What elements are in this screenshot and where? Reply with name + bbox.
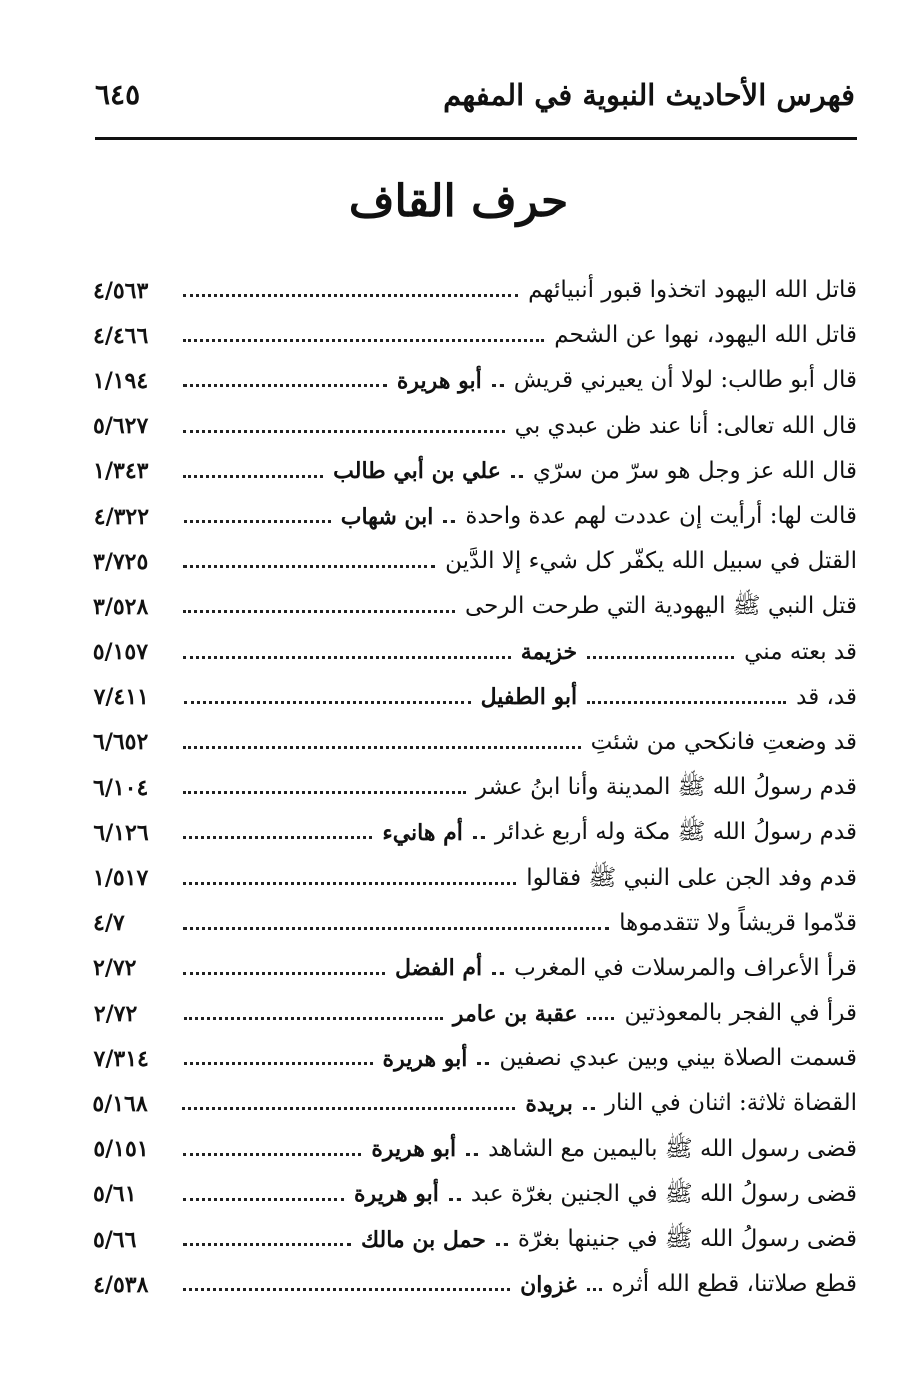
- dot-leader: [183, 339, 544, 342]
- hadith-text: قسمت الصلاة بيني وبين عبدي نصفين: [499, 1045, 857, 1072]
- index-entry: [93, 1262, 857, 1307]
- dot-leader: [466, 1153, 478, 1156]
- volume-page-reference: ٦/٦٥٢: [93, 729, 149, 756]
- hadith-text: قالت لها: أرأيت إن عددت لهم عدة واحدة: [465, 503, 857, 530]
- dot-leader: [182, 1107, 515, 1110]
- dot-leader: [443, 520, 455, 523]
- hadith-text: قدّموا قريشاً ولا تتقدموها: [619, 909, 857, 936]
- hadith-text: قاتل الله اليهود، نهوا عن الشحم: [554, 322, 857, 349]
- dot-leader: [183, 882, 516, 885]
- header-rule: [95, 137, 857, 140]
- narrator-name: أم هانيء: [382, 819, 463, 846]
- dot-leader: [183, 384, 387, 387]
- hadith-text: قدم وفد الجن على النبي ﷺ فقالوا: [526, 864, 857, 891]
- hadith-text: قد، قد: [796, 683, 857, 710]
- narrator-name: أبو هريرة: [382, 1045, 468, 1072]
- volume-page-reference: ٥/١٥٧: [92, 639, 149, 666]
- hadith-text: قتل النبي ﷺ اليهودية التي طرحت الرحى: [464, 593, 857, 620]
- volume-page-reference: ٤/٤٦٦: [93, 322, 149, 349]
- volume-page-reference: ٤/٥٣٨: [93, 1271, 149, 1298]
- volume-page-reference: ٥/١٥١: [93, 1136, 149, 1163]
- volume-page-reference: ٣/٥٢٨: [93, 593, 149, 620]
- hadith-text: قد وضعتِ فانكحي من شئتِ: [590, 728, 857, 755]
- dot-leader: [492, 384, 504, 387]
- volume-page-reference: ٢/٧٢: [93, 1000, 138, 1027]
- volume-page-reference: ٧/٤١١: [93, 684, 149, 711]
- dot-leader: [183, 791, 466, 794]
- running-header-title: فهرس الأحاديث النبوية في المفهم: [443, 78, 855, 112]
- index-entry: [93, 946, 857, 991]
- page-number: ٦٤٥: [95, 78, 141, 111]
- dot-leader: [183, 656, 511, 659]
- index-entry: [93, 1036, 857, 1081]
- hadith-text: قد بعته مني: [744, 638, 857, 665]
- dot-leader: [183, 836, 372, 839]
- dot-leader: [183, 1243, 351, 1246]
- narrator-name: أبو هريرة: [354, 1181, 439, 1208]
- narrator-name: أم الفضل: [395, 955, 483, 982]
- hadith-text: قدم رسولُ الله ﷺ مكة وله أربع غدائر: [494, 819, 857, 846]
- volume-page-reference: ١/٥١٧: [93, 865, 149, 892]
- dot-leader: [184, 1062, 373, 1065]
- volume-page-reference: ٦/١٢٦: [93, 819, 149, 846]
- dot-leader: [587, 1017, 614, 1020]
- volume-page-reference: ٧/٣١٤: [93, 1045, 149, 1072]
- index-entry: [93, 268, 857, 313]
- dot-leader: [184, 701, 471, 704]
- narrator-name: علي بن أبي طالب: [333, 458, 501, 485]
- narrator-name: خزيمة: [520, 639, 578, 666]
- index-entry: [93, 1172, 857, 1217]
- dot-leader: [183, 927, 609, 930]
- hadith-text: القتل في سبيل الله يكفّر كل شيء إلا الدَّين: [445, 548, 857, 575]
- hadith-text: قطع صلاتنا، قطع الله أثره: [611, 1271, 857, 1298]
- dot-leader: [511, 475, 523, 478]
- index-entry: [93, 991, 857, 1036]
- dot-leader: [449, 1198, 461, 1201]
- narrator-name: بريدة: [525, 1090, 573, 1117]
- index-entry: [93, 1127, 857, 1172]
- index-entry: [93, 765, 857, 810]
- dot-leader: [183, 746, 581, 749]
- volume-page-reference: ٥/٦٦: [92, 1226, 137, 1253]
- running-header: [95, 78, 855, 130]
- hadith-text: قاتل الله اليهود اتخذوا قبور أنبيائهم: [528, 277, 857, 304]
- index-entry: [93, 855, 857, 900]
- narrator-name: ابن شهاب: [340, 503, 434, 530]
- volume-page-reference: ٣/٧٢٥: [93, 548, 149, 575]
- volume-page-reference: ٦/١٠٤: [93, 774, 149, 801]
- dot-leader: [183, 294, 518, 297]
- dot-leader: [184, 520, 331, 523]
- dot-leader: [183, 1288, 510, 1291]
- hadith-index-list: [93, 268, 857, 1307]
- index-entry: [93, 630, 857, 675]
- index-entry: [93, 313, 857, 358]
- dot-leader: [183, 972, 385, 975]
- volume-page-reference: ٥/٦١: [93, 1181, 137, 1208]
- volume-page-reference: ٤/٧: [93, 910, 125, 937]
- index-entry: [93, 449, 857, 494]
- hadith-text: قضى رسولُ الله ﷺ في الجنين بغرّة عبد: [470, 1180, 857, 1207]
- index-entry: [93, 675, 857, 720]
- index-entry: [93, 358, 857, 403]
- hadith-text: قال الله عز وجل هو سرّ من سرّي: [532, 457, 857, 484]
- volume-page-reference: ٤/٥٦٣: [93, 277, 149, 304]
- volume-page-reference: ٤/٣٢٢: [93, 503, 150, 530]
- index-entry: [93, 901, 857, 946]
- index-entry: [93, 720, 857, 765]
- dot-leader: [473, 836, 485, 839]
- hadith-text: قضى رسول الله ﷺ باليمين مع الشاهد: [488, 1135, 857, 1162]
- volume-page-reference: ٥/٦٢٧: [93, 413, 149, 440]
- dot-leader: [587, 701, 786, 704]
- dot-leader: [583, 1107, 595, 1110]
- section-title: حرف القاف: [348, 176, 569, 227]
- index-entry: [93, 1081, 857, 1126]
- index-entry: [93, 810, 857, 855]
- index-entry: [93, 494, 857, 539]
- index-entry: [93, 1217, 857, 1262]
- hadith-text: قرأ الأعراف والمرسلات في المغرب: [514, 954, 857, 981]
- volume-page-reference: ١/٣٤٣: [93, 458, 149, 485]
- dot-leader: [183, 610, 455, 613]
- narrator-name: أبو هريرة: [371, 1136, 457, 1163]
- dot-leader: [183, 430, 505, 433]
- narrator-name: غزوان: [520, 1271, 577, 1298]
- volume-page-reference: ١/١٩٤: [92, 367, 149, 394]
- dot-leader: [183, 565, 435, 568]
- dot-leader: [183, 475, 323, 478]
- hadith-text: قال الله تعالى: أنا عند ظن عبدي بي: [514, 412, 857, 439]
- dot-leader: [477, 1062, 489, 1065]
- hadith-text: القضاة ثلاثة: اثنان في النار: [604, 1090, 857, 1117]
- dot-leader: [496, 1243, 508, 1246]
- narrator-name: أبو هريرة: [396, 367, 482, 394]
- hadith-text: قال أبو طالب: لولا أن يعيرني قريش: [513, 367, 857, 394]
- hadith-text: قضى رسولُ الله ﷺ في جنينها بغرّة: [517, 1226, 857, 1253]
- index-entry: [93, 539, 857, 584]
- volume-page-reference: ٢/٧٢: [93, 955, 137, 982]
- index-entry: [93, 584, 857, 629]
- narrator-name: أبو الطفيل: [480, 684, 578, 711]
- hadith-text: قرأ في الفجر بالمعوذتين: [624, 1000, 857, 1027]
- narrator-name: حمل بن مالك: [360, 1226, 486, 1253]
- dot-leader: [492, 972, 504, 975]
- dot-leader: [184, 1017, 443, 1020]
- volume-page-reference: ٥/١٦٨: [92, 1090, 148, 1117]
- dot-leader: [183, 1198, 344, 1201]
- hadith-text: قدم رسولُ الله ﷺ المدينة وأنا ابنُ عشر: [475, 774, 857, 801]
- dot-leader: [587, 1288, 602, 1291]
- narrator-name: عقبة بن عامر: [452, 1000, 578, 1027]
- index-entry: [93, 404, 857, 449]
- dot-leader: [183, 1153, 361, 1156]
- dot-leader: [587, 656, 734, 659]
